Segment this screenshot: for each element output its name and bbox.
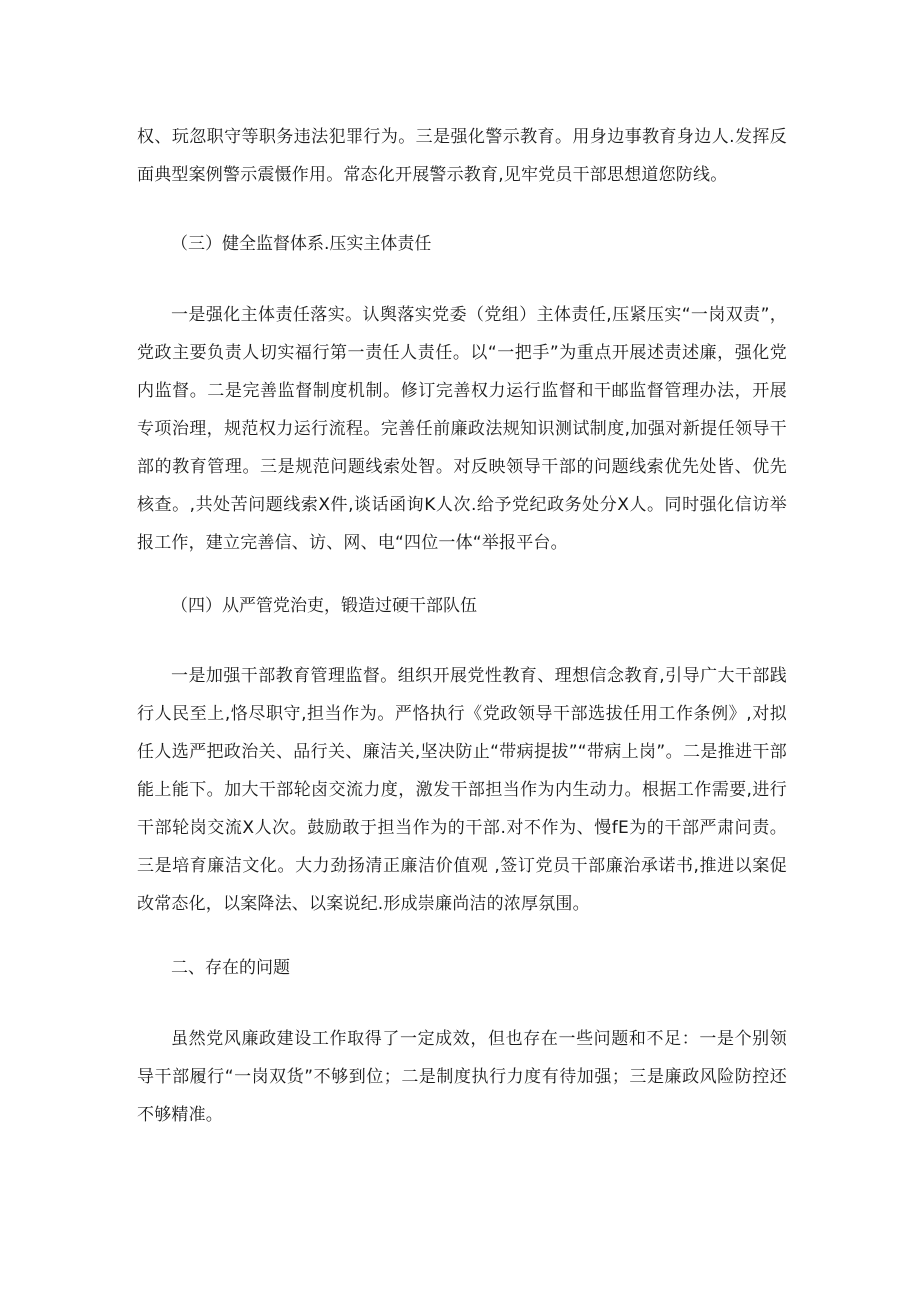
section-heading-problems: 二、存在的问题: [171, 958, 290, 978]
section-heading-3: （三）健全监督体系.压实主体责任: [171, 234, 432, 254]
section-heading-4: （四）从严管党治吏，锻造过硬干部队伍: [171, 596, 477, 616]
paragraph-warning-education: 权、玩忽职守等职务违法犯罪行为。三是强化警示教育。用身边事教育身边人.发挥反面典型案例警示震慑作用。常态化开展警示教育,见牢党员干部思想道您防线。: [137, 127, 787, 185]
paragraph-problems: 虽然党风廉政建设工作取得了一定成效，但也存在一些问题和不足：一是个别领导干部履行“一岗双货”不够到位；二是制度执行力度有待加强；三是廉政风险防控还不够精准。: [137, 1029, 787, 1125]
paragraph-supervision-system: 一是强化主体责任落实。认舆落实党委（党组）主体责任,压紧压实“一岗双责”，党政主要负责人切实福行第一责任人责任。以“一把手”为重点开展述责述廉，强化党内监督。二是完善监督制度机制。修订完善权力运行监督和干邮监督管理办法，开展专项治理，规范权力运行流程。完善任前廉政法规知识测试制度,加强对新提任领导干部的教育管理。三是规范问题线索处智。对反映领导干部的问题线索优先处皆、优先核查。,共处苦问题线索X件,谈话函询K人次.给予党纪政务处分X人。同时强化信访举报工作，建立完善信、访、网、电“四位一体“举报平台。: [137, 305, 787, 553]
paragraph-cadre-management: 一是加强干部教育管理监督。组织开展党性教育、理想信念教育,引导广大干部践行人民至上,恪尽职守,担当作为。严恪执行《党政领导干部选拔任用工作条例》,对拟任人选严把政治关、品行关、廉洁关,坚决防止“带病提拔”“带病上岗”。二是推进干部能上能下。加大干部轮卤交流力度，激发干部担当作为内生动力。根据工作需要,进行干部轮岗交流X人次。鼓励敢于担当作为的干部.对不作为、慢fE为的干部严肃问责。三是培育廉洁文化。大力劲扬清正廉洁价值观 ,签订党员干部廉治承诺书,推进以案促改常态化，以案降法、以案说纪.形成崇廉尚洁的浓厚氛围。: [137, 666, 787, 914]
